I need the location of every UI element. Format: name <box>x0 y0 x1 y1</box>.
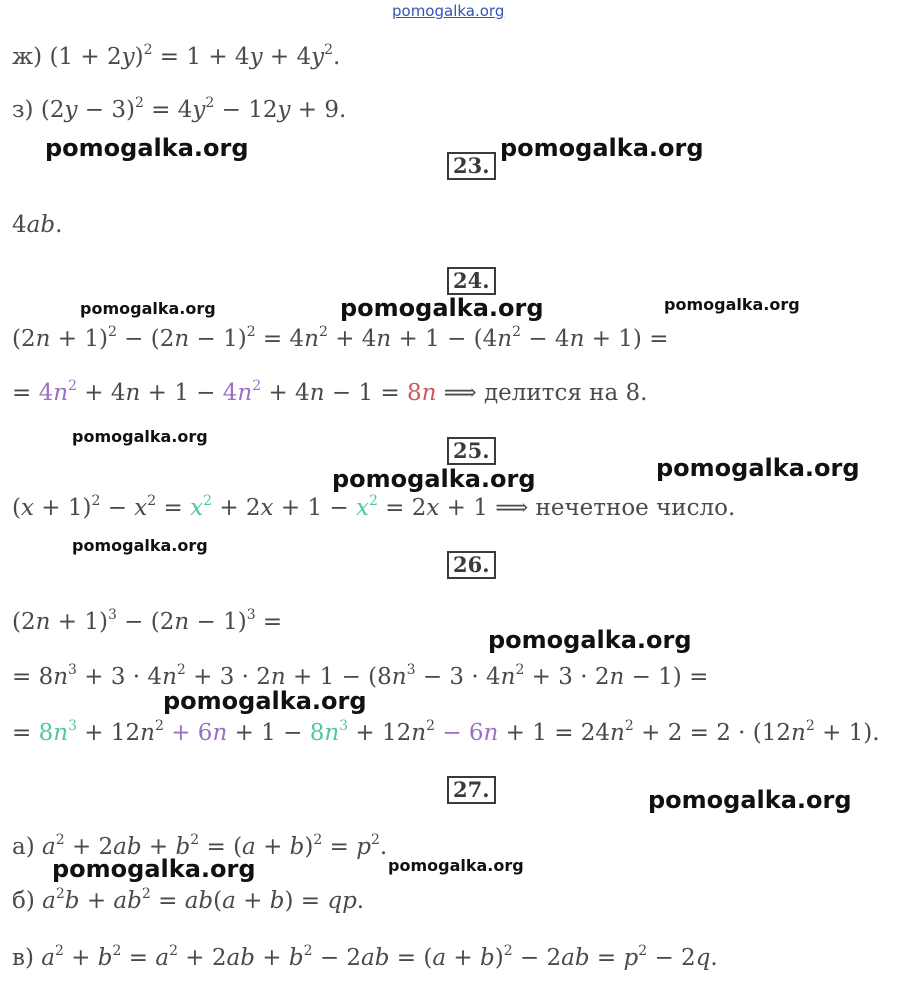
watermark: pomogalka.org <box>80 299 216 318</box>
equation-line-z: з) $(2y - 3)^2 = 4y^2 - 12y + 9$. <box>12 95 347 123</box>
equation-25: $(x + 1)^2 - x^2 = x^2 + 2x + 1 - x^2 = 2x + 1$ ⟹ нечетное число. <box>12 493 736 521</box>
equation-24-line1: $(2n + 1)^2 - (2n - 1)^2 = 4n^2 + 4n + 1 - (4n^2 - 4n + 1)$ = <box>12 324 669 352</box>
equation-24-line2: = $4n^2 + 4n + 1 - 4n^2 + 4n - 1 = 8n$ ⟹ делится на 8. <box>12 378 648 406</box>
watermark: pomogalka.org <box>163 687 367 715</box>
equation-26-line3: = $8n^3 + 12n^2 + 6n + 1 - 8n^3 + 12n^2 - 6n + 1 = 24n^2 + 2 = 2 \cdot (12n^2 + 1)$. <box>12 718 880 746</box>
watermark: pomogalka.org <box>332 465 536 493</box>
watermark: pomogalka.org <box>72 427 208 446</box>
item-label: ж) <box>12 44 43 70</box>
watermark: pomogalka.org <box>45 134 249 162</box>
equation-27a: а) $a^2 + 2ab + b^2 = (a + b)^2 = p^2$. <box>12 832 388 860</box>
answer-23: 4ab. <box>12 212 63 238</box>
equation-26-line2: = $8n^3 + 3 \cdot 4n^2 + 3 \cdot 2n + 1 - (8n^3 - 3 \cdot 4n^2 + 3 \cdot 2n - 1)$ = <box>12 662 709 690</box>
watermark: pomogalka.org <box>656 454 860 482</box>
conclusion-text: ⟹ нечетное число. <box>495 495 736 521</box>
watermark: pomogalka.org <box>648 786 852 814</box>
item-label: з) <box>12 97 34 123</box>
watermark: pomogalka.org <box>500 134 704 162</box>
item-label: б) <box>12 888 35 914</box>
watermark: pomogalka.org <box>488 626 692 654</box>
problem-number-23: 23. <box>447 152 496 180</box>
equation-27b: б) $a^2b + ab^2 = ab(a + b)$ = qp. <box>12 886 365 914</box>
problem-number-27: 27. <box>447 776 496 804</box>
watermark: pomogalka.org <box>388 856 524 875</box>
top-watermark-link[interactable]: pomogalka.org <box>392 2 505 20</box>
problem-number-24: 24. <box>447 267 496 295</box>
equation-26-line1: $(2n + 1)^3 - (2n - 1)^3$ = <box>12 607 283 635</box>
conclusion-text: ⟹ делится на 8. <box>443 380 648 406</box>
equation-27c: в) $a^2 + b^2 = a^2 + 2ab + b^2 - 2ab = (a + b)^2 - 2ab = p^2 - 2q$. <box>12 943 718 971</box>
watermark: pomogalka.org <box>664 295 800 314</box>
watermark: pomogalka.org <box>340 294 544 322</box>
watermark: pomogalka.org <box>72 536 208 555</box>
item-label: а) <box>12 834 35 860</box>
problem-number-26: 26. <box>447 551 496 579</box>
watermark: pomogalka.org <box>52 855 256 883</box>
problem-number-25: 25. <box>447 437 496 465</box>
item-label: в) <box>12 945 34 971</box>
equation-line-zh: ж) $(1 + 2y)^2 = 1 + 4y + 4y^2$. <box>12 42 341 70</box>
